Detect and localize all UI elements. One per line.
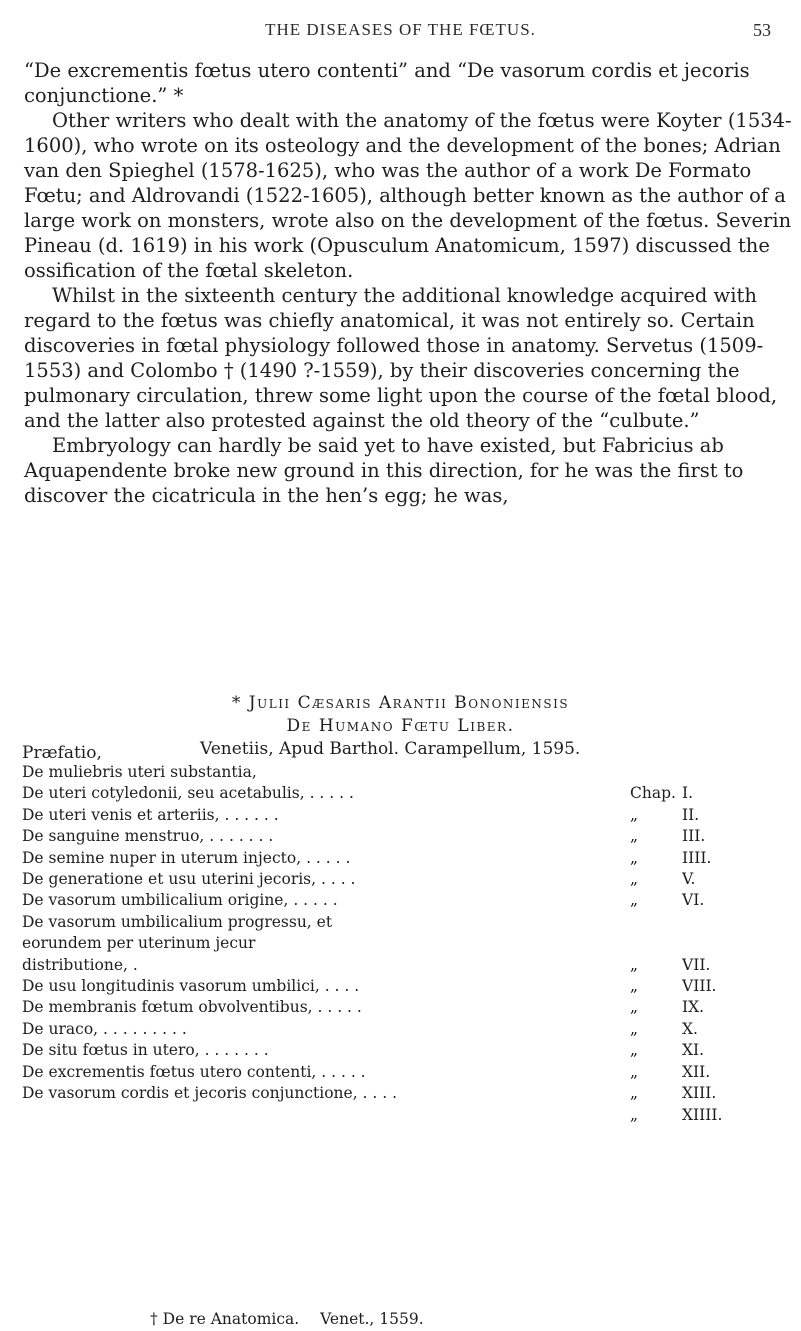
chapter-roman-numeral: V. xyxy=(682,870,696,889)
chapter-row xyxy=(22,826,782,847)
chapter-roman-numeral: XI. xyxy=(682,1041,705,1060)
chapter-title: De vasorum umbilicalium origine, . . . . . xyxy=(22,891,338,910)
chapter-row xyxy=(22,890,782,911)
chapter-prefix: „ xyxy=(630,1084,639,1103)
footnote-heading xyxy=(0,692,801,761)
chapter-title: De excrementis fœtus utero contenti, . . . . . xyxy=(22,1062,366,1081)
chapter-number xyxy=(630,1083,780,1104)
chapter-row xyxy=(22,848,782,869)
dagger-work: † De re Anatomica. xyxy=(150,1310,300,1328)
chapter-prefix: „ xyxy=(630,955,639,974)
chapter-row xyxy=(22,783,782,804)
chapter-prefix: „ xyxy=(630,1062,639,1081)
paragraph-sixteenth-century: Whilst in the sixteenth century the additional knowledge acquired with regard to the fœtus was chiefly anatomical, it was not entirely so. Certain discoveries in fœtal physiology followed those in anatomy. Servetus (1509-1553) and Colombo † (1490 ?-1559), by their discoveries concerning the pulmonary circulation, threw some light upon the course of the fœtal blood, and the latter also protested against the old theory of the “culbute.” xyxy=(24,284,778,432)
chapter-prefix: „ xyxy=(630,848,639,867)
chapter-title: De vasorum cordis et jecoris conjunctione, . . . . xyxy=(22,1084,398,1103)
running-title: THE DISEASES OF THE FŒTUS. xyxy=(265,20,536,39)
chapter-row xyxy=(22,1105,782,1126)
main-text xyxy=(24,58,794,508)
chapter-row xyxy=(22,1019,782,1040)
chapter-number xyxy=(630,869,780,890)
chapter-title: De uteri cotyledonii, seu acetabulis, . . . . . xyxy=(22,784,354,803)
chapter-row xyxy=(22,976,782,997)
chapter-row xyxy=(22,1062,782,1083)
chapter-number xyxy=(630,783,780,804)
dagger-place: Venet., 1559. xyxy=(320,1310,424,1328)
chapter-prefix: „ xyxy=(630,1019,639,1038)
chapter-row xyxy=(22,1040,782,1061)
chapter-prefix: „ xyxy=(630,977,639,996)
paragraph-continuation: “De excrementis fœtus utero contenti” and “De vasorum cordis et jecoris conjunctione.” * xyxy=(24,59,750,107)
chapter-prefix: „ xyxy=(630,1105,639,1124)
chapter-number xyxy=(630,955,780,976)
chapter-prefix: „ xyxy=(630,998,639,1017)
chapter-roman-numeral: XIII. xyxy=(682,1084,717,1103)
chapter-title: De uteri venis et arteriis, . . . . . . xyxy=(22,805,279,824)
chapter-title: De membranis fœtum obvolventibus, . . . . . xyxy=(22,998,362,1017)
chapter-prefix: Chap. xyxy=(630,784,676,803)
chapter-title xyxy=(22,1105,562,1126)
chapter-number xyxy=(630,1040,780,1061)
chapter-number xyxy=(630,762,780,783)
chapter-row xyxy=(22,869,782,890)
chapter-list xyxy=(22,762,782,1126)
chapter-number xyxy=(630,997,780,1018)
paragraph-other-writers: Other writers who dealt with the anatomy of the fœtus were Koyter (1534-1600), who wrote on its osteology and the development of the bones; Adrian van den Spieghel (1578-1625), who was the author of a work De Formato Fœtu; and Aldrovandi (1522-1605), although better known as the author of a large work on monsters, wrote also on the development of the fœtus. Severin Pineau (d. 1619) in his work (Opusculum Anatomicum, 1597) discussed the ossification of the fœtal skeleton. xyxy=(24,109,792,282)
chapter-roman-numeral: I. xyxy=(682,784,694,803)
chapter-roman-numeral: VI. xyxy=(682,891,705,910)
chapter-roman-numeral: XIIII. xyxy=(682,1105,723,1124)
chapter-roman-numeral: II. xyxy=(682,805,700,824)
footnote-author: * Julii Cæsaris Arantii Bononiensis xyxy=(231,693,570,713)
chapter-row xyxy=(22,997,782,1018)
chapter-prefix: „ xyxy=(630,1041,639,1060)
chapter-number xyxy=(630,848,780,869)
chapter-row xyxy=(22,805,782,826)
chapter-number xyxy=(630,976,780,997)
chapter-title: De muliebris uteri substantia, xyxy=(22,763,257,781)
chapter-number xyxy=(630,826,780,847)
chapter-row xyxy=(22,762,782,783)
chapter-prefix: „ xyxy=(630,827,639,846)
chapter-roman-numeral: IX. xyxy=(682,998,705,1017)
chapter-number xyxy=(630,1019,780,1040)
paragraph-embryology: Embryology can hardly be said yet to have existed, but Fabricius ab Aquapendente broke new ground in this direction, for he was the first to discover the cicatricula in the hen’s egg; he was, xyxy=(24,434,744,507)
chapter-row xyxy=(22,1083,782,1104)
chapter-number xyxy=(630,1105,780,1126)
chapter-number xyxy=(630,805,780,826)
chapter-title: De semine nuper in uterum injecto, . . . . . xyxy=(22,848,351,867)
chapter-roman-numeral: X. xyxy=(682,1019,698,1038)
footnote-imprint-row xyxy=(0,738,801,761)
chapter-row xyxy=(22,912,782,976)
chapter-title: De situ fœtus in utero, . . . . . . . xyxy=(22,1041,269,1060)
chapter-title: De vasorum umbilicalium progressu, et eorundem per uterinum jecur distributione, . xyxy=(22,912,333,974)
imprint-text: Venetiis, Apud Barthol. Carampellum, 1595. xyxy=(200,739,581,759)
chapter-number xyxy=(630,1062,780,1083)
dagger-footnote xyxy=(150,1310,424,1328)
chapter-roman-numeral: VII. xyxy=(682,955,711,974)
praefatio-label: Præfatio, xyxy=(22,743,102,763)
chapter-roman-numeral: XII. xyxy=(682,1062,711,1081)
chapter-prefix: „ xyxy=(630,870,639,889)
chapter-title: De uraco, . . . . . . . . . xyxy=(22,1019,187,1038)
chapter-title: De generatione et usu uterini jecoris, . . . . xyxy=(22,870,356,889)
chapter-number xyxy=(630,890,780,911)
page-number: 53 xyxy=(753,20,771,40)
footnote-work-title: De Humano Fœtu Liber. xyxy=(286,716,515,736)
chapter-title: De usu longitudinis vasorum umbilici, . . . . xyxy=(22,977,360,996)
chapter-prefix: „ xyxy=(630,805,639,824)
chapter-prefix: „ xyxy=(630,891,639,910)
running-header xyxy=(0,20,801,50)
chapter-title: De sanguine menstruo, . . . . . . . xyxy=(22,827,274,846)
chapter-roman-numeral: IIII. xyxy=(682,848,712,867)
chapter-roman-numeral: III. xyxy=(682,827,706,846)
chapter-roman-numeral: VIII. xyxy=(682,977,717,996)
